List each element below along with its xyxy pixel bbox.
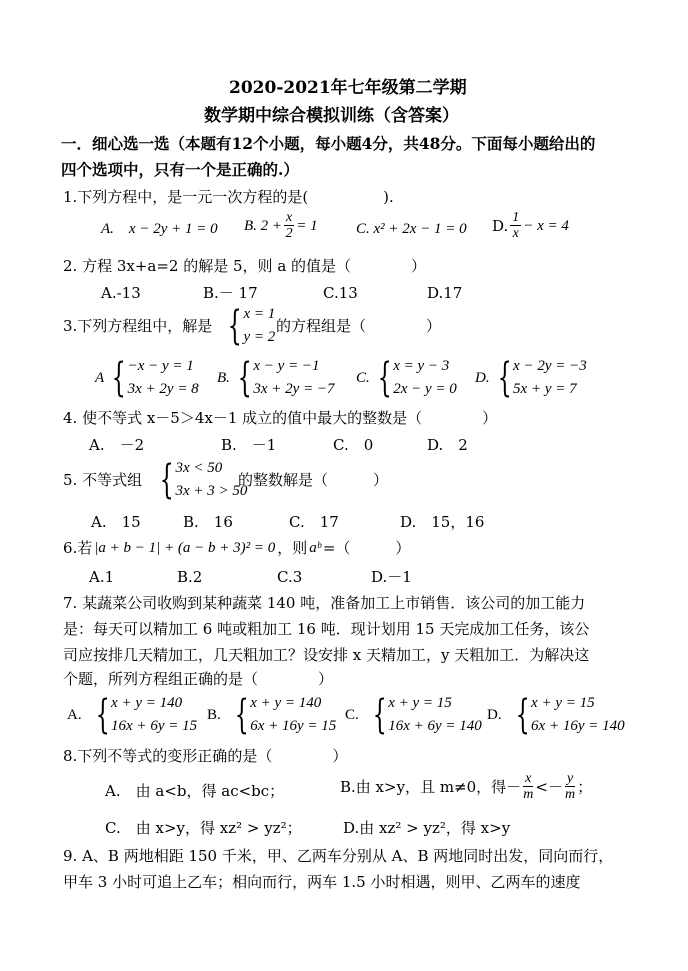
- section-1-heading-cont: 四个选项中，只有一个是正确的.）: [61, 160, 299, 179]
- q2-option-a: A.-13: [101, 284, 141, 302]
- q7-option-c: C. { x + y = 15 16x + 6y = 140: [345, 692, 482, 738]
- q6-option-b: B.2: [177, 568, 203, 586]
- section-1-heading: 一．细心选一选（本题有12个小题，每小题4分，共48分。下面每小题给出的: [61, 134, 596, 153]
- q1-option-a: A. x − 2y + 1 = 0: [101, 221, 218, 237]
- q1-option-d: D. $\frac{1}{x}$ − x = 4: [492, 210, 569, 241]
- q5-option-c: C. 17: [289, 513, 339, 531]
- q9-line-1: 9. A、B 两地相距 150 千米，甲、乙两车分别从 A、B 两地同时出发，同向而行，: [63, 847, 614, 865]
- q5-stem-post: 的整数解是（ ）: [238, 471, 389, 489]
- q1-option-c: C. x² + 2x − 1 = 0: [356, 221, 467, 237]
- q7-line-2: 是：每天可以精加工 6 吨或粗加工 16 吨．现计划用 15 天完成加工任务，该公: [63, 620, 590, 638]
- q1-stem: 1.下列方程中，是一元一次方程的是( ).: [63, 188, 394, 206]
- q7-line-3: 司应按排几天精加工，几天粗加工？设安排 x 天精加工，y 天粗加工．为解决这: [63, 646, 590, 664]
- q5-option-b: B. 16: [183, 513, 233, 531]
- q4-option-c: C. 0: [333, 436, 374, 454]
- q8-option-a: A. 由 a<b，得 ac<bc；: [105, 782, 285, 800]
- q5-system: { 3x < 50 3x + 3 > 50: [159, 457, 248, 503]
- q2-option-b: B.－ 17: [203, 284, 258, 302]
- q4-stem: 4. 使不等式 x－5＞4x－1 成立的值中最大的整数是（ ）: [63, 409, 498, 427]
- q6-option-c: C.3: [277, 568, 303, 586]
- q2-option-d: D.17: [427, 284, 463, 302]
- q8-stem: 8.下列不等式的变形正确的是（ ）: [63, 747, 348, 765]
- title-line-2: 数学期中综合模拟训练（含答案）: [204, 106, 459, 126]
- q7-option-d: D. { x + y = 15 6x + 16y = 140: [487, 692, 625, 738]
- q4-option-b: B. －1: [221, 436, 277, 454]
- q6-option-d: D.－1: [371, 568, 412, 586]
- q9-line-2: 甲车 3 小时可追上乙车；相向而行，两车 1.5 小时相遇，则甲、乙两车的速度: [63, 873, 581, 891]
- q2-option-c: C.13: [323, 284, 358, 302]
- q6-stem: 6.若 |a + b − 1| + (a − b + 3)² = 0 ，则 aᵇ =（ ）: [63, 539, 411, 557]
- q3-option-c: C. { x = y − 3 2x − y = 0: [356, 355, 457, 401]
- q1-option-b: B. 2 + $\frac{x}{2}$ = 1: [244, 210, 318, 241]
- q3-solution-system: { x = 1 y = 2: [227, 303, 276, 349]
- q7-line-4: 个题，所列方程组正确的是（ ）: [63, 670, 334, 688]
- q7-option-a: A. { x + y = 140 16x + 6y = 15: [67, 692, 198, 738]
- q3-option-d: D. { x − 2y = −3 5x + y = 7: [475, 355, 587, 401]
- q7-option-b: B. { x + y = 140 6x + 16y = 15: [207, 692, 337, 738]
- q8-option-b: B.由 x>y，且 m≠0，得－ $\frac{x}{m}$ <－ $\frac{y}{m}$ ；: [340, 771, 593, 802]
- q5-option-d: D. 15，16: [400, 513, 485, 531]
- title-line-1: 2020-2021年七年级第二学期: [229, 78, 467, 98]
- q3-stem-post: 的方程组是（ ）: [276, 317, 442, 335]
- q3-stem-pre: 3.下列方程组中，解是: [63, 317, 213, 335]
- q7-line-1: 7. 某蔬菜公司收购到某种蔬菜 140 吨，准备加工上市销售．该公司的加工能力: [63, 594, 586, 612]
- q4-option-d: D. 2: [427, 436, 468, 454]
- q5-option-a: A. 15: [91, 513, 141, 531]
- q8-option-c: C. 由 x>y，得 xz² > yz²；: [105, 819, 302, 837]
- q8-option-d: D.由 xz² > yz²，得 x>y: [343, 819, 511, 837]
- q6-expression: |a + b − 1| + (a − b + 3)² = 0: [94, 540, 276, 556]
- q3-option-b: B. { x − y = −1 3x + 2y = −7: [217, 355, 335, 401]
- q5-stem-pre: 5. 不等式组: [63, 471, 143, 489]
- q2-stem: 2. 方程 3x+a=2 的解是 5，则 a 的值是（ ）: [63, 257, 427, 275]
- q3-option-a: A { −x − y = 1 3x + 2y = 8: [95, 355, 199, 401]
- q6-option-a: A.1: [89, 568, 115, 586]
- q4-option-a: A. －2: [89, 436, 145, 454]
